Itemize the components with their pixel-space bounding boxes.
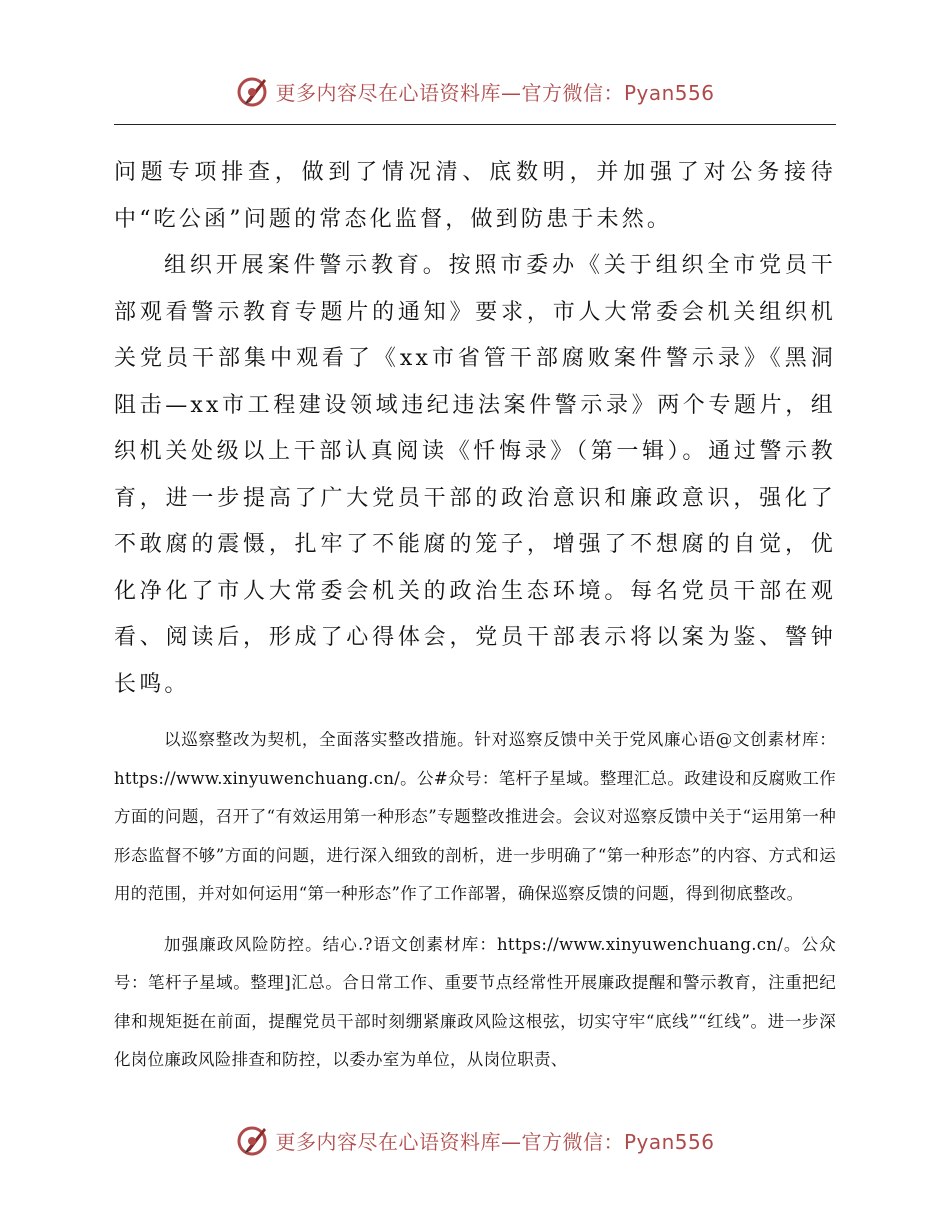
quill-pen-logo-icon: [235, 73, 271, 109]
document-body: [114, 150, 836, 1080]
paragraph-warning-education: 组织开展案件警示教育。按照市委办《关于组织全市党员干部观看警示教育专题片的通知》要求，市人大常委会机关组织机关党员干部集中观看了《xx市省管干部腐败案件警示录》《黑洞阻击—xx市工程建设领域违纪违法案件警示录》两个专题片，组织机关处级以上干部认真阅读《忏悔录》（第一辑）。通过警示教育，进一步提高了广大党员干部的政治意识和廉政意识，强化了不敢腐的震慑，扎牢了不能腐的笼子，增强了不想腐的自觉，优化净化了市人大常委会机关的政治生态环境。每名党员干部在观看、阅读后，形成了心得体会，党员干部表示将以案为鉴、警钟长鸣。: [114, 253, 836, 697]
footer-banner: [0, 1120, 950, 1160]
header-banner-text: 更多内容尽在心语资料库—官方微信：Pyan556: [275, 80, 715, 105]
paragraph-risk-prevention: 加强廉政风险防控。结心.?语文创素材库：https://www.xinyuwenchuang.cn/。公众号：笔杆子星域。整理]汇总。合日常工作、重要节点经常性开展廉政提醒和警示教育，注重把纪律和规矩挺在前面，提醒党员干部时刻绷紧廉政风险这根弦，切实守牢“底线”“红线”。进一步深化岗位廉政风险排查和防控，以委办室为单位，从岗位职责、: [114, 934, 836, 1069]
paragraph-inspection-rectification: 以巡察整改为契机，全面落实整改措施。针对巡察反馈中关于党风廉心语@文创素材库：https://www.xinyuwenchuang.cn/。公#众号：笔杆子星域。整理汇总。政建设和反腐败工作方面的问题，召开了“有效运用第一种形态”专题整改推进会。会议对巡察反馈中关于“运用第一种形态监督不够”方面的问题，进行深入细致的剖析，进一步明确了“第一种形态”的内容、方式和运用的范围，并对如何运用“第一种形态”作了工作部署，确保巡察反馈的问题，得到彻底整改。: [114, 730, 836, 903]
paragraph-continuation: 问题专项排查，做到了情况清、底数明，并加强了对公务接待中“吃公函”问题的常态化监督，做到防患于未然。: [114, 160, 836, 232]
header-divider: [114, 124, 836, 125]
quill-pen-logo-icon: [235, 1122, 271, 1158]
footer-banner-text: 更多内容尽在心语资料库—官方微信：Pyan556: [275, 1129, 715, 1154]
header-banner: [0, 71, 950, 111]
